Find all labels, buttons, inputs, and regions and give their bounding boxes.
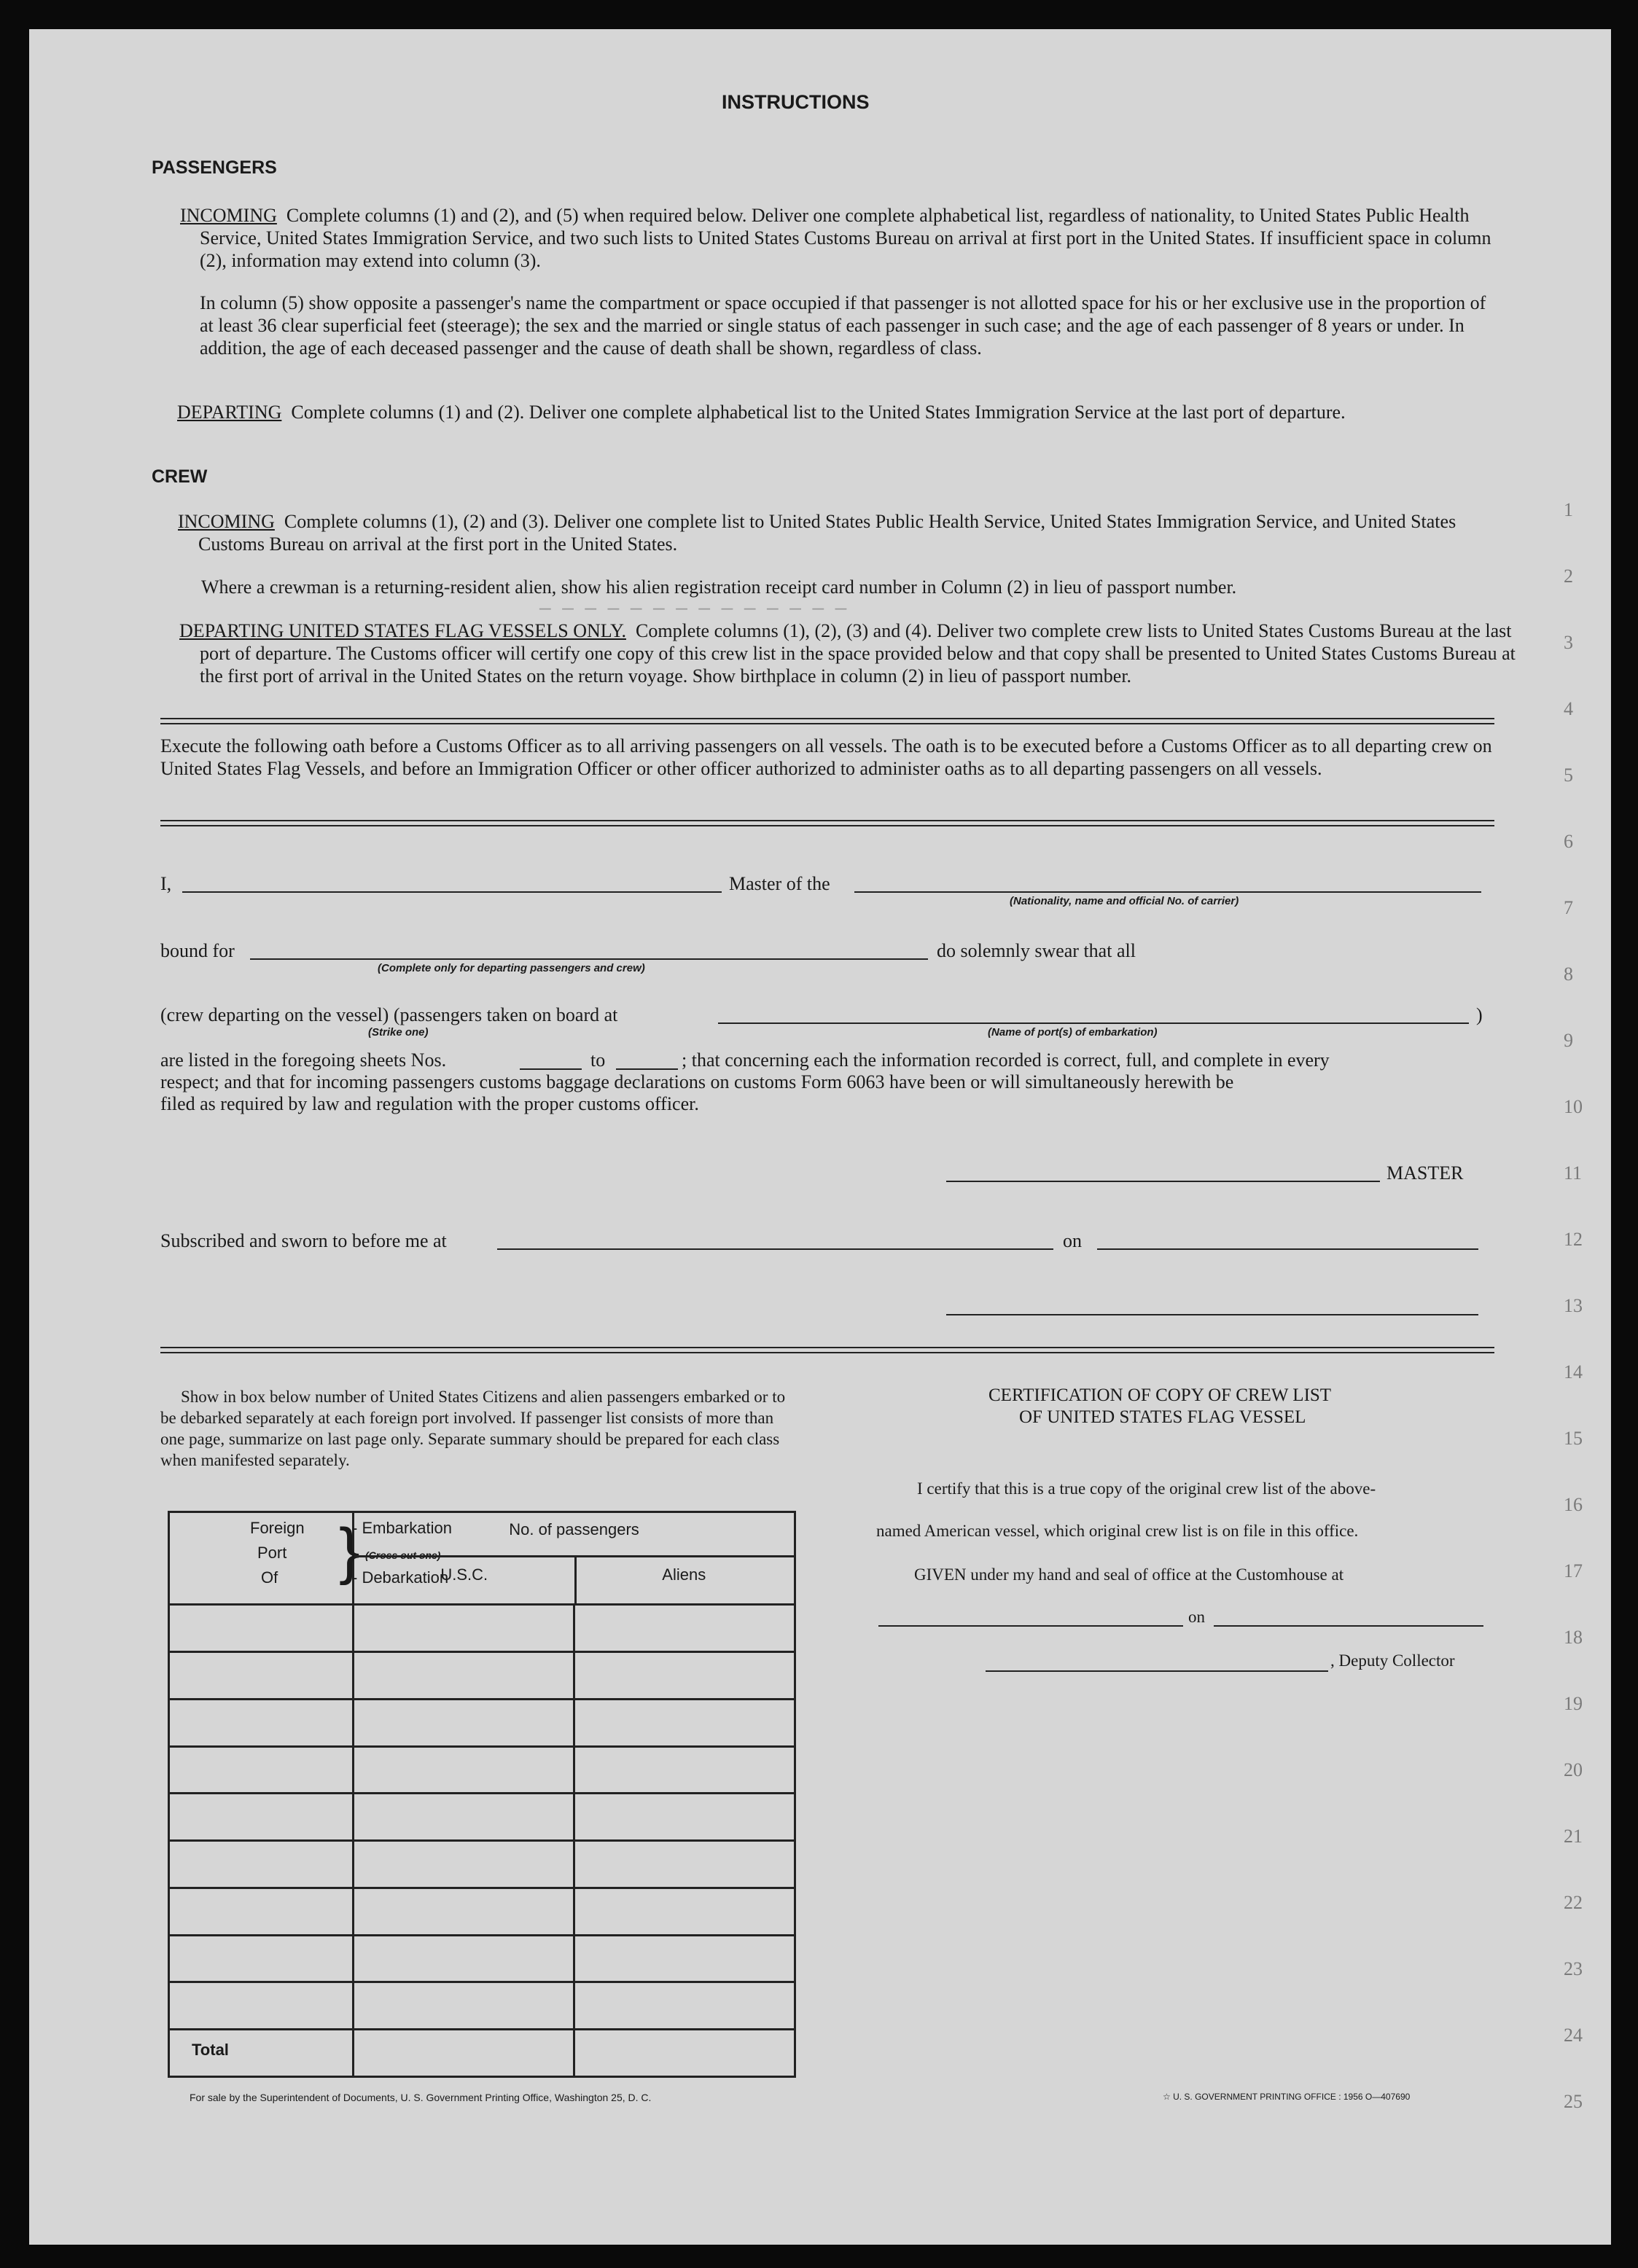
margin-row-number: 8 (1564, 963, 1573, 985)
respect-text: respect; and that for incoming passengers customs baggage declarations on customs Form 6063 have been or will simultaneously herewith be (160, 1071, 1234, 1092)
brace-icon: } (339, 1516, 360, 1586)
footer-right: ☆ U. S. GOVERNMENT PRINTING OFFICE : 1956 O—407690 (1163, 2092, 1411, 2102)
section-divider (160, 718, 1494, 724)
summary-port-cell[interactable] (169, 1652, 354, 1700)
header-aliens: Aliens (662, 1565, 706, 1584)
summary-aliens-cell[interactable] (574, 1699, 795, 1746)
listed-text-1: are listed in the foregoing sheets Nos. (160, 1049, 447, 1071)
margin-row-number: 9 (1564, 1030, 1573, 1051)
listed-to: to (590, 1049, 606, 1071)
summary-total-usc-cell[interactable] (354, 2030, 574, 2077)
summary-usc-cell[interactable] (354, 1699, 574, 1746)
officer-signature-field[interactable] (946, 1314, 1478, 1315)
passengers-incoming-text: Complete columns (1) and (2), and (5) when required below. Deliver one complete alphabetical list, regardless of nationality, to United States Public Health Service, United States Immigration Service, and two such lists to United States Customs Bureau on arrival at first port in the United States. If insufficient space in column (2), information may extend into column (3). (200, 205, 1491, 271)
header-no-passengers: No. of passengers (509, 1520, 639, 1538)
margin-row-number: 10 (1564, 1096, 1583, 1117)
crew-departing-label: DEPARTING UNITED STATES FLAG VESSELS ONLY. (179, 620, 626, 641)
strike-caption: (Strike one) (368, 1026, 429, 1039)
certification-title-2: OF UNITED STATES FLAG VESSEL (1019, 1407, 1306, 1427)
margin-row-number: 18 (1564, 1627, 1583, 1648)
summary-instructions: Show in box below number of United States Citizens and alien passengers embarked or to be debarked separately at each foreign port involved. If passenger list consists of more than one page, summarize on last page only. Separate summary should be prepared for each class when manifested separately. (160, 1388, 786, 1469)
crew-passengers-line: (crew departing on the vessel) (passengers taken on board at (160, 1004, 618, 1025)
passengers-incoming-paragraph (180, 204, 1519, 272)
summary-usc-cell[interactable] (354, 1841, 574, 1888)
margin-row-number: 11 (1564, 1162, 1583, 1184)
passengers-column5-text: In column (5) show opposite a passenger's name the compartment or space occupied if that passenger is not allotted space for his or her exclusive use in the proportion of at least 36 clear superficial feet (steerage); the sex and the married or single status of each passenger in such case; and the age of each passenger of 8 years or under. In addition, the age of each deceased passenger and the cause of death shall be shown, regardless of class. (200, 292, 1486, 359)
summary-usc-cell[interactable] (354, 1888, 574, 1935)
master-signature-field[interactable] (946, 1181, 1380, 1182)
margin-row-number: 5 (1564, 765, 1573, 786)
summary-aliens-cell[interactable] (574, 1794, 795, 1841)
carrier-field[interactable] (854, 891, 1481, 893)
listed-text-2: ; that concerning each the information recorded is correct, full, and complete in every (682, 1049, 1330, 1071)
summary-port-cell[interactable] (169, 1982, 354, 2030)
certification-title-1: CERTIFICATION OF COPY OF CREW LIST (988, 1385, 1332, 1405)
sheet-from-field[interactable] (520, 1068, 582, 1070)
summary-port-cell[interactable] (169, 1935, 354, 1982)
subscribed-text: Subscribed and sworn to before me at (160, 1230, 447, 1251)
crew-departing-text: Complete columns (1), (2), (3) and (4). Deliver two complete crew lists to United States Customs Bureau at the last port of departure. The Customs officer will certify one copy of this crew list in the space provided below and that copy shall be presented to United States Customs Bureau at the first port of arrival in the United States on the return voyage. Show birthplace in column (2) in lieu of passport number. (200, 620, 1516, 687)
summary-usc-cell[interactable] (354, 1982, 574, 2030)
margin-row-number: 4 (1564, 698, 1573, 719)
header-debarkation: - Debarkation (352, 1568, 449, 1587)
crew-departing-paragraph (179, 619, 1519, 687)
header-usc: U.S.C. (440, 1565, 488, 1584)
margin-row-number: 3 (1564, 632, 1573, 653)
summary-aliens-cell[interactable] (574, 1652, 795, 1700)
nationality-caption: (Nationality, name and official No. of carrier) (1010, 895, 1239, 907)
footer-left: For sale by the Superintendent of Documents, U. S. Government Printing Office, Washington 25, D. C. (190, 2092, 652, 2103)
summary-aliens-cell[interactable] (574, 1841, 795, 1888)
summary-port-header (169, 1512, 452, 1605)
summary-usc-cell[interactable] (354, 1935, 574, 1982)
close-paren: ) (1476, 1004, 1483, 1025)
summary-count-header (354, 1512, 795, 1605)
summary-aliens-cell[interactable] (574, 1935, 795, 1982)
header-foreign: Foreign (250, 1519, 305, 1537)
master-name-field[interactable] (182, 891, 722, 893)
summary-aliens-cell[interactable] (574, 1982, 795, 2030)
header-embarkation: - Embarkation (352, 1519, 452, 1537)
summary-port-cell[interactable] (169, 1699, 354, 1746)
margin-row-number: 23 (1564, 1958, 1583, 1979)
margin-row-number: 17 (1564, 1560, 1583, 1581)
passengers-departing-text: Complete columns (1) and (2). Deliver one complete alphabetical list to the United States Immigration Service at the last port of departure. (291, 402, 1346, 423)
margin-row-number: 7 (1564, 897, 1573, 918)
passengers-heading: PASSENGERS (152, 157, 277, 178)
summary-port-cell[interactable] (169, 1841, 354, 1888)
margin-row-number: 2 (1564, 566, 1573, 587)
passengers-departing-paragraph (177, 401, 1517, 423)
summary-usc-cell[interactable] (354, 1794, 574, 1841)
summary-usc-cell[interactable] (354, 1652, 574, 1700)
deputy-signature-field[interactable] (986, 1670, 1328, 1672)
certification-on: on (1188, 1608, 1205, 1626)
summary-total-label-cell (169, 2030, 354, 2077)
swear-text: do solemnly swear that all (937, 940, 1136, 961)
oath-bottom-divider (160, 1347, 1494, 1353)
oath-i-label: I, (160, 873, 172, 894)
header-port: Port (257, 1544, 287, 1562)
sworn-date-field[interactable] (1097, 1248, 1478, 1250)
summary-aliens-cell[interactable] (574, 1746, 795, 1794)
crew-heading: CREW (152, 466, 208, 487)
oath-intro: Execute the following oath before a Customs Officer as to all arriving passengers on all vessels. The oath is to be executed before a Customs Officer as to all departing crew on United States Flag Vessels, and before an Immigration Officer or other officer authorized to administer oaths as to all departing passengers on all vessels. (160, 735, 1492, 779)
margin-row-number: 1 (1564, 499, 1573, 520)
summary-port-cell[interactable] (169, 1888, 354, 1935)
bound-for-caption: (Complete only for departing passengers and crew) (378, 962, 645, 974)
margin-row-number: 25 (1564, 2091, 1583, 2112)
summary-port-cell[interactable] (169, 1746, 354, 1794)
bleed-through-text: — — — — — — — — — — — — — — (539, 598, 847, 619)
sworn-on-label: on (1063, 1230, 1082, 1251)
margin-row-number: 16 (1564, 1494, 1583, 1515)
summary-total-aliens-cell[interactable] (574, 2030, 795, 2077)
summary-port-cell[interactable] (169, 1605, 354, 1652)
summary-usc-cell[interactable] (354, 1746, 574, 1794)
bound-for-field[interactable] (250, 958, 928, 960)
summary-aliens-cell[interactable] (574, 1888, 795, 1935)
margin-row-number: 19 (1564, 1693, 1583, 1714)
margin-row-number: 6 (1564, 831, 1573, 852)
sworn-place-field[interactable] (497, 1248, 1053, 1250)
certification-text-2: named American vessel, which original crew list is on file in this office. (876, 1522, 1359, 1540)
margin-row-number: 15 (1564, 1428, 1583, 1449)
summary-usc-cell[interactable] (354, 1605, 574, 1652)
margin-row-number: 22 (1564, 1892, 1583, 1913)
customhouse-field[interactable] (878, 1625, 1183, 1627)
filed-text: filed as required by law and regulation with the proper customs officer. (160, 1093, 699, 1114)
summary-port-cell[interactable] (169, 1794, 354, 1841)
passenger-summary-table (168, 1511, 796, 2078)
summary-total-label: Total (192, 2041, 229, 2060)
margin-row-number: 13 (1564, 1295, 1583, 1316)
margin-row-number: 20 (1564, 1759, 1583, 1780)
certification-text-1: I certify that this is a true copy of the original crew list of the above- (917, 1479, 1376, 1498)
margin-row-number: 14 (1564, 1361, 1583, 1383)
passengers-incoming-label: INCOMING (180, 205, 277, 226)
sheet-to-field[interactable] (616, 1068, 678, 1070)
crew-incoming-label: INCOMING (178, 511, 275, 532)
master-label: MASTER (1387, 1162, 1464, 1184)
form-page (29, 29, 1611, 2245)
passengers-departing-label: DEPARTING (177, 402, 282, 423)
certification-given: GIVEN under my hand and seal of office at the Customhouse at (914, 1565, 1344, 1584)
port-caption: (Name of port(s) of embarkation) (988, 1026, 1158, 1039)
certification-date-field[interactable] (1214, 1625, 1483, 1627)
page-title: INSTRUCTIONS (722, 91, 870, 113)
crew-resident-text: Where a crewman is a returning-resident alien, show his alien registration receipt card number in Column (2) in lieu of passport number. (201, 576, 1237, 598)
header-cross-out: (Cross out one) (365, 1549, 441, 1561)
margin-row-number: 21 (1564, 1826, 1583, 1847)
master-of-the-label: Master of the (729, 873, 830, 894)
crew-incoming-paragraph (178, 510, 1518, 555)
oath-divider (160, 820, 1494, 826)
embarkation-port-field[interactable] (718, 1022, 1469, 1024)
bound-for-label: bound for (160, 940, 235, 961)
summary-aliens-cell[interactable] (574, 1605, 795, 1652)
deputy-collector-label: , Deputy Collector (1330, 1651, 1455, 1670)
crew-incoming-text: Complete columns (1), (2) and (3). Deliver one complete list to United States Public Health Service, United States Immigration Service, and United States Customs Bureau on arrival at the first port in the United States. (198, 511, 1456, 555)
header-of: Of (261, 1568, 278, 1587)
margin-row-number: 12 (1564, 1229, 1583, 1250)
margin-row-numbers (1564, 29, 1593, 2245)
margin-row-number: 24 (1564, 2025, 1583, 2046)
